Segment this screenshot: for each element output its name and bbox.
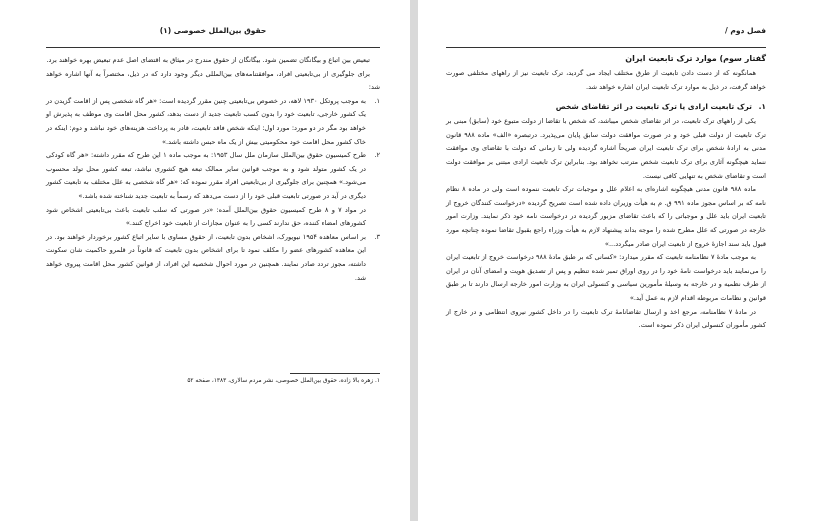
list-item (46, 231, 380, 285)
item-number: ۱. (374, 96, 380, 105)
header-rule (46, 47, 380, 48)
footnote: ۱. زهره بالا زاده، حقوق بین‌الملل خصوصی، نشر مردم سالاری، ۱۳۸۳، صفحه ۵۲ (187, 378, 380, 385)
list-item (46, 95, 380, 149)
item-text: طرح کمیسیون حقوق بین‌الملل سازمان ملل سال ۱۹۵۳: به موجب ماده ۱ این طرح که مقرر داشته: «هر گاه کودکی در یک کشور متولد شود و به موجب قوانین سایر ممالک تبعه هیچ کشوری نباشد، تبعه کشور محل تولد محسوب می‌شود.» همچنین برای جلوگیری از بی‌تابعیتی افراد مقرر نموده که: «هر گاه شخصی به علل مختلف به تابعیت کشور دیگری در آید در صورتی تابعیت قبلی خود را از دست می‌دهد که رسماً به تابعیت جدید شناخته شده باشد.» (46, 151, 366, 200)
section-title: گفتار سوم) موارد ترک تابعیت ایران (625, 54, 766, 63)
paragraph: تبعیض بین اتباع و بیگانگان تضمین شود. بیگانگان از حقوق مندرج در میثاق به اقتضای اصل عدم تبعیض بهره خواهند برد. (46, 56, 370, 64)
subsection-title (446, 102, 766, 111)
running-head: فصل دوم / (725, 26, 766, 35)
right-page (418, 0, 828, 521)
running-head: حقوق بین‌الملل خصوصی (۱) (159, 26, 267, 35)
paragraph: برای جلوگیری از بی‌تابعیتی افراد، موافقتنامه‌های بین‌المللی دیگر وجود دارد که در ذیل، مختصراً به آنها اشاره خواهد شد: (46, 69, 380, 92)
subsection-title-text: ترک تابعیت ارادی یا ترک تابعیت در اثر تقاضای شخص (555, 102, 752, 112)
paragraph: در مادهٔ ۷ نظامنامه، مرجع اخذ و ارسال تقاضانامهٔ ترک تابعیت را در داخل کشور نیروی انتظامی و در خارج از کشور مأموران کنسولی ایران ذکر نموده است. (446, 307, 766, 330)
item-text: به موجب پروتکل ۱۹۳۰ لاهه، در خصوص بی‌تابعیتی چنین مقرر گردیده است: «هر گاه شخصی پس از اقامت گزیدن در یک کشور خارجی، تابعیت خود را بدون کسب تابعیت جدید از دست بدهد، کشور محل اقامت وی موظف به پذیرش او خواهد بود مگر در دو مورد: مورد اول: اینکه شخص فاقد تابعیت، قادر به پرداخت هزینه‌های خود نباشد و دوم: اینکه در خاک کشور محل اقامت خود محکومیتی بیش از یک ماه حبس داشته باشد.» (46, 96, 366, 146)
header-rule (446, 47, 766, 48)
item-number: ۳. (374, 232, 380, 241)
paragraph: به موجب مادهٔ ۷ نظامنامه تابعیت که مقرر میدارد: «کسانی که بر طبق مادهٔ ۹۸۸ درخواست خروج از تابعیت ایران را می‌نمایند باید درخواست نامهٔ خود را در روی اوراق تمبر شده تنظیم و پس از تصدیق هویت و امضای آنان در ایران از طرف نظمیه و در خارجه به وسیلهٔ مأمورین سیاسی و کنسولی ایران به وزارت امور خارجه ارسال دارند تا بر طبق قوانین و نظامات مربوطه اقدام لازم به عمل آید.» (446, 253, 766, 302)
paragraph: ماده ۹۸۸ قانون مدنی هیچگونه اشاره‌ای به اعلام علل و موجبات ترک تابعیت ننموده است ولی در ماده ۸ نظام نامه که بر اساس مجوز ماده ۹۹۱ ق. م به هیأت وزیران داده شده است تصریح گردیده «درخواست کنندگان خروج از تابعیت ایران باید علل و موجباتی را که باعث تقاضای مزبور گردیده در درخواست نامه خود ذکر نمایند. وزارت امور خارجه در صورتی که علل مطرح شده را موجه بداند پیشنهاد لازم به هیأت وزراء راجع بقبول تقاضا نموده چنانچه مورد قبول باید سند اجازهٔ خروج از تابعیت ایران صادر میگردد...» (446, 185, 766, 248)
item-text: بر اساس معاهده ۱۹۵۴ نیویورک، اشخاص بدون تابعیت، از حقوق مساوی با سایر اتباع کشور برخوردار خواهند بود. در این معاهده کشورهای عضو را مکلف نمود تا برای اشخاص بدون تابعیت که قانوناً در قلمرو حاکمیت شان سکونت داشته، مجوز تردد صادر نمایند. همچنین در مورد احوال شخصیه این افراد، از قوانین کشور محل اقامت پیروی خواهد شد. (46, 232, 366, 282)
subsection-number: ۱. (758, 102, 766, 112)
footnote-rule (290, 373, 380, 374)
book-gutter (410, 0, 418, 521)
paragraph: یکی از راههای ترک تابعیت، در اثر تقاضای شخص میباشد، که شخص با تقاضا از دولت متبوع خود (سابق) مبنی بر ترک تابعیت از دولت قبلی خود و در صورت موافقت دولت سابق پایان می‌پذیرد. درتبصره «الف» ماده ۹۸۸ قانون مدنی به ارادهٔ شخص برای ترک تابعیت ایران صریحاً اشاره گردیده ولی تا زمانی که دولت با تقاضای وی موافقت ننماید هیچگونه آثاری برای ترک تابعیت شخص مترتب نخواهد بود. بنابراین ترک تابعیت ارادی مبتنی بر موافقت دولت است و تقاضای شخص به تنهایی کافی نیست. (446, 117, 766, 180)
item-number: ۲. (374, 151, 380, 160)
list-item (46, 204, 380, 231)
list-item (46, 149, 380, 203)
left-page (0, 0, 410, 521)
item-text: در مواد ۷ و ۸ طرح کمیسیون حقوق بین‌الملل آمده: «در صورتی که سلب تابعیت باعث بی‌تابعیتی اشخاص شود کشورهای امضاء کننده، حق ندارند کسی را به عنوان مجازات از تابعیت خود اخراج کنند.» (46, 205, 366, 228)
paragraph: همانگونه که از دست دادن تابعیت از طرق مختلف ایجاد می گردید، ترک تابعیت نیز از راههای مختلفی صورت خواهد گرفت، در ذیل به موارد ترک تابعیت ایران اشاره خواهد شد. (446, 69, 766, 91)
